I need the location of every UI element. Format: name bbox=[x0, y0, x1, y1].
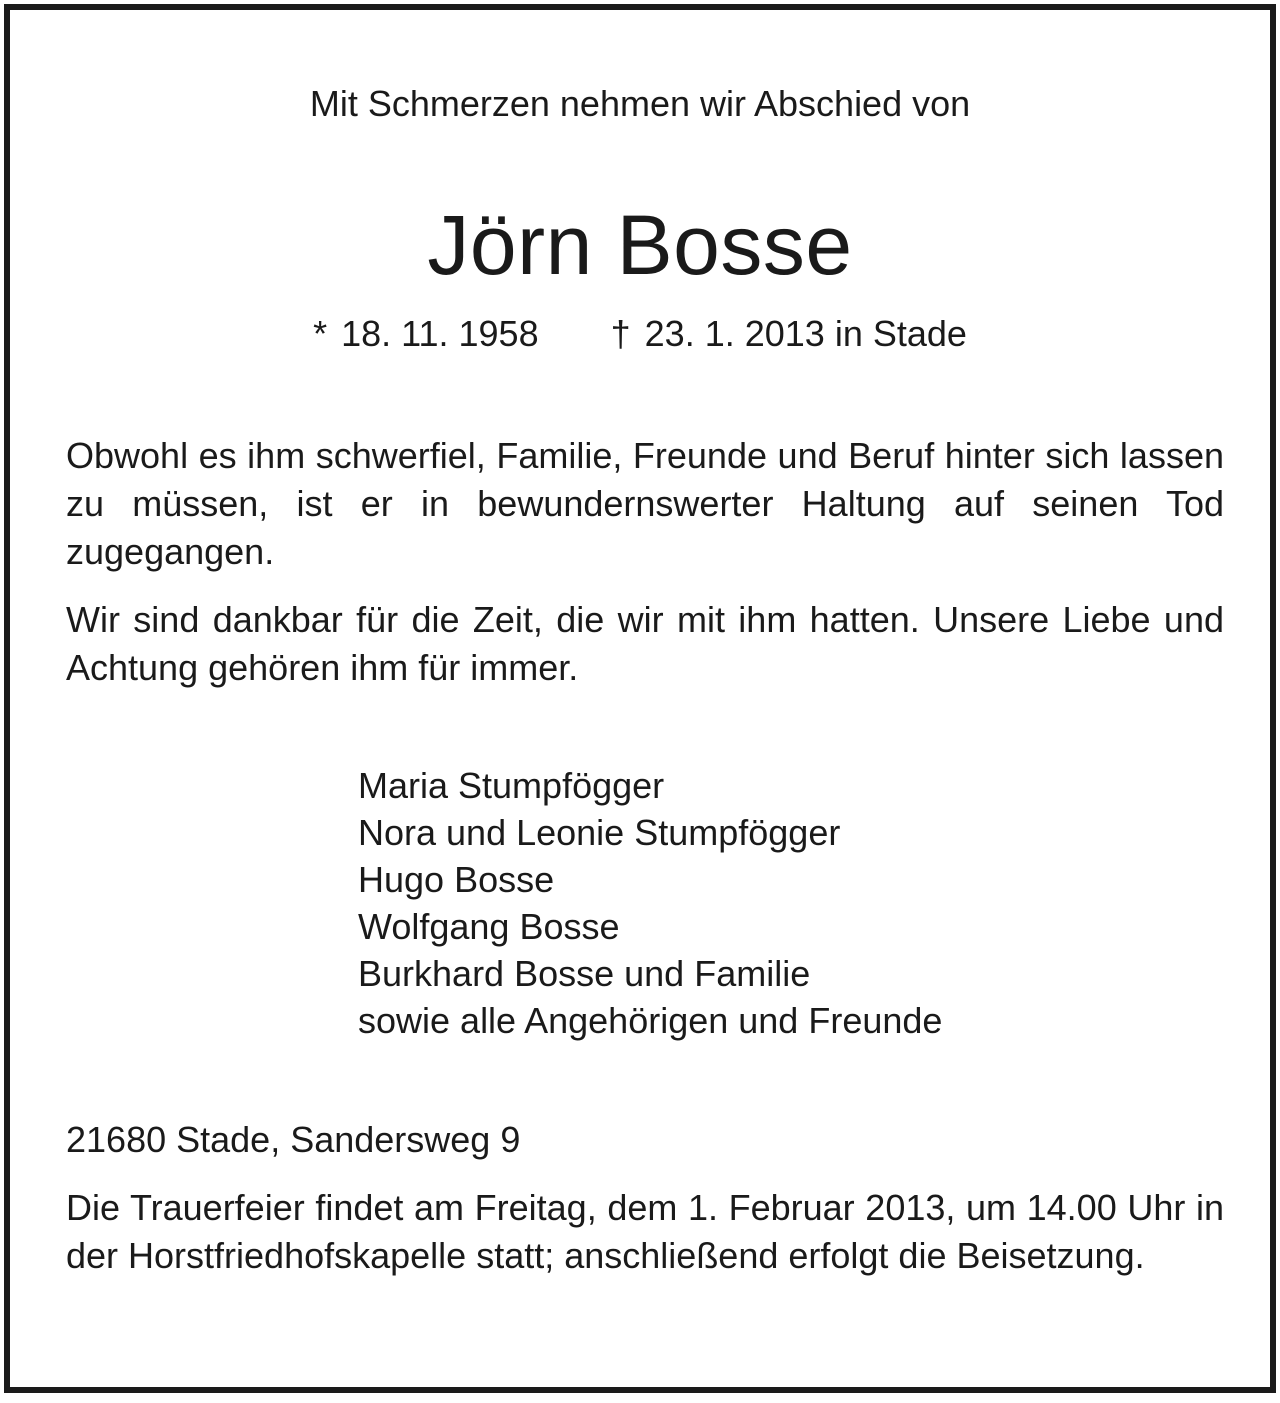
mourner-item: Burkhard Bosse und Familie bbox=[358, 953, 811, 994]
life-dates bbox=[10, 312, 1270, 356]
intro-line: Mit Schmerzen nehmen wir Abschied von bbox=[309, 83, 971, 124]
deceased-name: Jörn Bosse bbox=[427, 198, 853, 292]
mourner-item: Nora und Leonie Stumpfögger bbox=[358, 812, 841, 853]
mourner-item: Wolfgang Bosse bbox=[358, 906, 620, 947]
death-cross-symbol: † bbox=[610, 313, 631, 354]
birth-date-group bbox=[313, 313, 549, 354]
funeral-details: Die Trauerfeier findet am Freitag, dem 1. Februar 2013, um 14.00 Uhr in der Horstfriedhofskapelle statt; anschließend erfolgt die Beisetzung. bbox=[66, 1187, 1224, 1276]
death-date-place: 23. 1. 2013 in Stade bbox=[644, 313, 967, 354]
family-address: 21680 Stade, Sandersweg 9 bbox=[66, 1119, 521, 1160]
mourner-item: sowie alle Angehörigen und Freunde bbox=[358, 1000, 943, 1041]
birth-date: 18. 11. 1958 bbox=[341, 313, 539, 354]
mourner-item: Maria Stumpfögger bbox=[358, 765, 665, 806]
mourners-list bbox=[358, 762, 942, 1044]
death-date-group bbox=[611, 313, 967, 354]
tribute-paragraph-1: Obwohl es ihm schwerfiel, Familie, Freunde und Beruf hinter sich lassen zu müssen, ist er in bewundernswerter Haltung auf seinen Tod zugegangen. bbox=[66, 435, 1224, 572]
mourner-item: Hugo Bosse bbox=[358, 859, 555, 900]
tribute-paragraph-2: Wir sind dankbar für die Zeit, die wir mit ihm hatten. Unsere Liebe und Achtung gehören ihm für immer. bbox=[66, 599, 1224, 688]
birth-symbol: * bbox=[313, 313, 328, 354]
obituary-notice bbox=[4, 4, 1276, 1393]
